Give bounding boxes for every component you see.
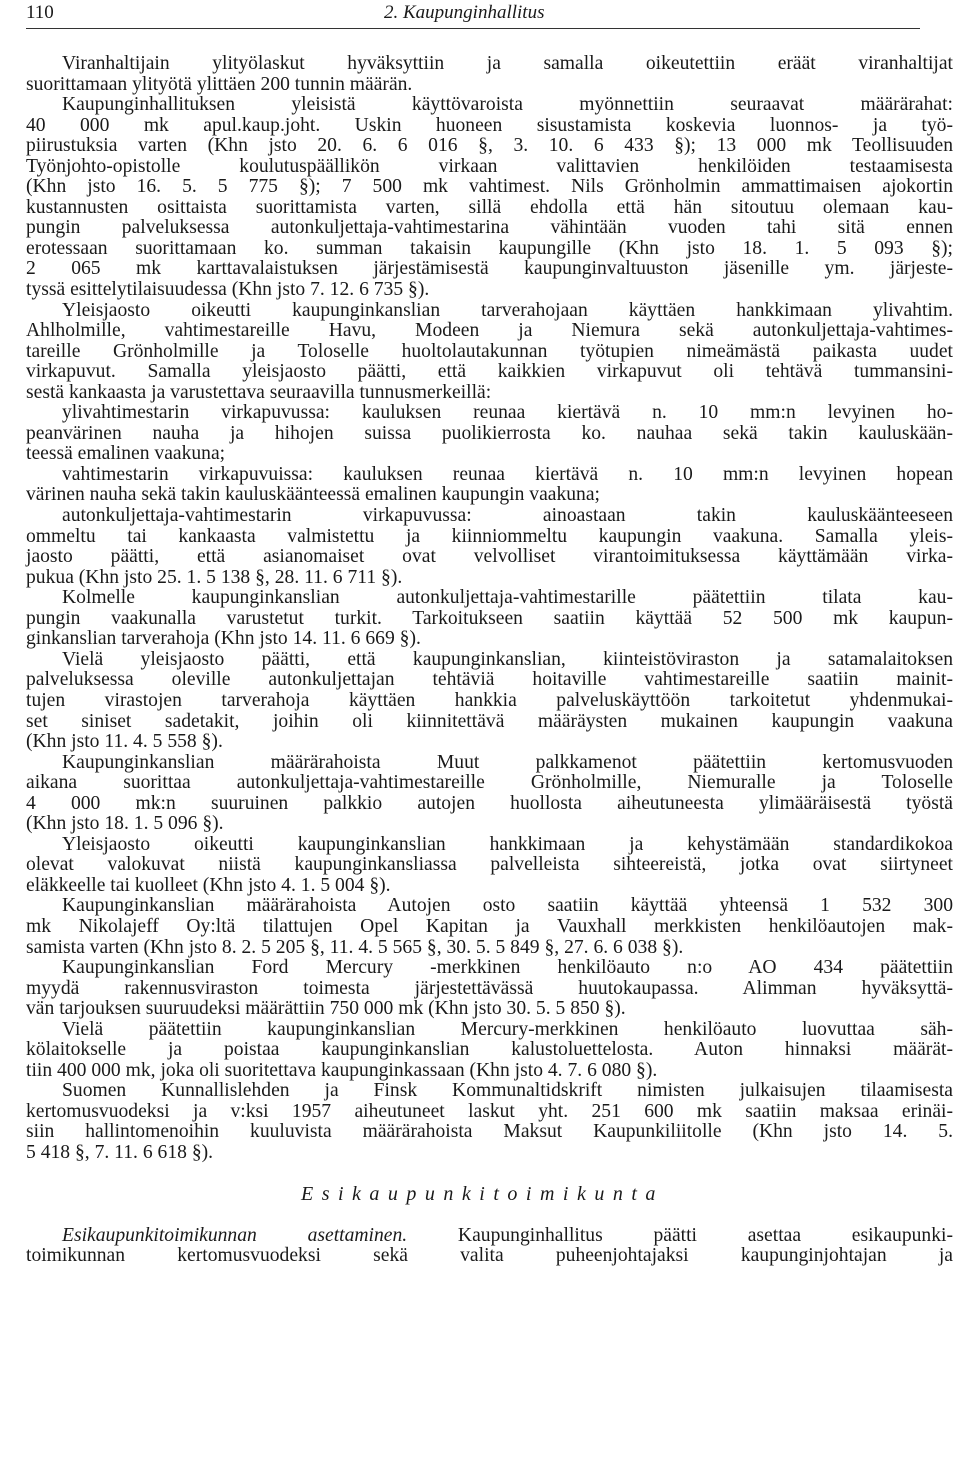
text-line: piirustuksia varten (Khn jsto 20. 6. 6 016 §, 3. 10. 6 433 §); 13 000 mk Teollisuuden (26, 135, 953, 157)
text-line: (Khn jsto 11. 4. 5 558 §). (26, 731, 223, 753)
text-line: mk Nikolajeff Oy:ltä tilattujen Opel Kapitan ja Vauxhall merkkisten henkilöautojen mak- (26, 915, 953, 937)
text-line: Kolmelle kaupunginkanslian autonkuljettaja-vahtimestarille päätettiin tilata kau- (62, 587, 953, 609)
text-line: (Khn jsto 16. 5. 5 775 §); 7 500 mk vahtimest. Nils Grönholmin ammattimaisen ajokortin (26, 176, 953, 198)
text-line: Vielä yleisjaosto päätti, että kaupunginkanslian, kiinteistöviraston ja satamalaitoksen (62, 648, 953, 670)
text-line: Kaupunginhallituksen yleisistä käyttövaroista myönnettiin seuraavat määrärahat: (62, 94, 953, 116)
text-line: Vielä päätettiin kaupunginkanslian Mercury-merkkinen henkilöauto luovuttaa säh- (62, 1018, 953, 1040)
text-line: pungin vaakunalla varustetut turkit. Tarkoitukseen saatiin käyttää 52 500 mk kaupun- (26, 607, 953, 629)
text-line: Viranhaltijain ylityölaskut hyväksyttiin ja samalla oikeutettiin eräät viranhaltijat (62, 53, 953, 74)
paragraph-lines (26, 54, 953, 1164)
text-line: kölaitokselle ja poistaa kaupunginkanslian kalustoluettelosta. Auton hinnaksi määrät- (26, 1039, 953, 1061)
text-line: pungin palveluksessa autonkuljettaja-vahtimestarina vähintään vuoden tahi sitä ennen (26, 217, 953, 239)
text-line: palveluksessa oleville autonkuljettajan tehtäviä hoitaville vahtimestareille saatiin mainit- (26, 669, 953, 691)
text-line: jaosto päätti, että asianomaiset ovat velvolliset virantoimituksessa käyttämään virka- (26, 546, 953, 568)
final-paragraph-italic-lead: Esikaupunkitoimikunnan asettaminen. (62, 1224, 408, 1246)
text-line: ommeltu tai kankaasta valmistettu ja kiinniommeltu kaupungin vaakuna. Samalla yleis- (26, 525, 953, 547)
text-line: (Khn jsto 18. 1. 5 096 §). (26, 813, 224, 835)
text-line: Ahlholmille, vahtimestareille Havu, Modeen ja Niemura sekä autonkuljettaja-vahtimes- (26, 320, 953, 342)
text-line: erotessaan suorittamaan ko. summan takaisin kaupungille (Khn jsto 18. 1. 5 093 §); (26, 237, 953, 259)
text-line: samista varten (Khn jsto 8. 2. 5 205 §, 11. 4. 5 565 §, 30. 5. 5 849 §, 27. 6. 6 038 §). (26, 936, 684, 958)
text-line: 4 000 mk:n suuruinen palkkio autojen huollosta aiheutuneesta ylimääräisestä työstä (26, 792, 953, 814)
text-line: Työnjohto-opistolle koulutuspäällikön virkaan valittavien henkilöiden testaamisesta (26, 155, 953, 177)
text-line: 40 000 mk apul.kaup.joht. Uskin huoneen sisustamista koskevia luonnos- ja työ- (26, 114, 953, 136)
text-line: peanvärinen nauha ja hihojen suissa puolikierrosta ko. nauhaa sekä takin kauluskään- (26, 422, 953, 444)
running-title: 2. Kaupunginhallitus (384, 2, 545, 23)
text-line: suorittamaan ylityötä ylittäen 200 tunnin määrän. (26, 73, 413, 95)
text-line: Kaupunginkanslian määrärahoista Autojen osto saatiin käyttää yhteensä 1 532 300 (62, 895, 953, 917)
text-line: Kaupunginkanslian Ford Mercury -merkkinen henkilöauto n:o AO 434 päätettiin (62, 957, 953, 979)
final-paragraph-line (26, 1226, 953, 1247)
text-line: Yleisjaosto oikeutti kaupunginkanslian tarverahojaan käyttäen hankkimaan ylivahtim. (62, 299, 953, 321)
page-number: 110 (26, 2, 54, 23)
text-line: ylivahtimestarin virkapuvussa: kauluksen reunaa kiertävä n. 10 mm:n levyinen ho- (62, 402, 953, 424)
text-line: tujen virastojen tarverahoja käyttäen hankkia palveluskäyttöön tarkoitetut yhdenmukai- (26, 689, 953, 711)
text-line: 2 065 mk karttavalaistuksen järjestämisestä kaupunginvaltuuston jäsenille ym. järjeste- (26, 258, 953, 280)
text-line: värinen nauha sekä takin kauluskäänteessä emalinen kaupungin vaakuna; (26, 484, 600, 506)
text-line: vahtimestarin virkapuvuissa: kauluksen reunaa kiertävä n. 10 mm:n levyinen hopean (62, 463, 953, 485)
text-line: ginkanslian tarverahoja (Khn jsto 14. 11. 6 669 §). (26, 628, 421, 650)
final-paragraph-text: Kaupunginhallitus päätti asettaa esikaupunki- (407, 1224, 953, 1246)
text-line: kustannusten osittaista suorittamista varten, sillä ehdolla että hän sitoutuu olemaan kau- (26, 196, 953, 218)
text-line: teessä emalinen vaakuna; (26, 443, 226, 465)
header-rule (26, 28, 920, 29)
text-line: pukua (Khn jsto 25. 1. 5 138 §, 28. 11. 6 711 §). (26, 566, 403, 588)
text-line: olevat valokuvat niistä kaupunginkansliassa palvelleista sihteereistä, jotka ovat siirtyneet (26, 854, 953, 876)
text-line: set siniset sadetakit, joihin oli kiinnitettävä määräysten mukainen kaupungin vaakuna (26, 710, 953, 732)
page-header (26, 2, 920, 26)
text-line: tareille Grönholmille ja Toloselle huoltolautakunnan työtupien nimeämästä paikasta uudet (26, 340, 953, 362)
text-line: autonkuljettaja-vahtimestarin virkapuvussa: ainoastaan takin kauluskäänteeseen (62, 505, 953, 527)
section-title: Esikaupunkitoimikunta (301, 1182, 664, 1205)
text-line: Kaupunginkanslian määrärahoista Muut palkkamenot päätettiin kertomusvuoden (62, 751, 953, 773)
text-line: tyssä esittelytilaisuudessa (Khn jsto 7. 12. 6 735 §). (26, 279, 430, 301)
text-line: tiin 400 000 mk, joka oli suoritettava kaupunginkassaan (Khn jsto 4. 7. 6 080 §). (26, 1059, 658, 1081)
text-line: siin hallintomenoihin kuuluvista määrärahoista Maksut Kaupunkiliitolle (Khn jsto 14. 5. (26, 1121, 953, 1143)
text-line: myydä rakennusviraston toimesta järjestettävässä huutokaupassa. Alimman hyväksyttä- (26, 977, 953, 999)
text-line: vän tarjouksen suuruudeksi määrättiin 750 000 mk (Khn jsto 30. 5. 5 850 §). (26, 998, 626, 1020)
text-line: aikana suorittaa autonkuljettaja-vahtimestareille Grönholmille, Niemuralle ja Toloselle (26, 772, 953, 794)
text-line: 5 418 §, 7. 11. 6 618 §). (26, 1141, 214, 1163)
text-line: Yleisjaosto oikeutti kaupunginkanslian hankkimaan ja kehystämään standardikokoa (62, 833, 953, 855)
body-text (26, 54, 953, 1267)
text-line: Suomen Kunnallislehden ja Finsk Kommunaltidskrift nimisten julkaisujen tilaamisesta (62, 1080, 953, 1102)
text-line: virkapuvut. Samalla yleisjaosto päätti, että kaikkien virkapuvut oli tehtävä tummansini- (26, 361, 953, 383)
text-line: kertomusvuodeksi ja v:ksi 1957 aiheutuneet laskut yht. 251 600 mk saatiin maksaa erinäi- (26, 1100, 953, 1122)
final-paragraph-line: toimikunnan kertomusvuodeksi sekä valita puheenjohtajaksi kaupunginjohtajan ja (26, 1245, 953, 1267)
text-line: sestä kankaasta ja varustettava seuraavilla tunnusmerkeillä: (26, 381, 492, 403)
text-line: eläkkeelle tai kuolleet (Khn jsto 4. 1. 5 004 §). (26, 874, 391, 896)
